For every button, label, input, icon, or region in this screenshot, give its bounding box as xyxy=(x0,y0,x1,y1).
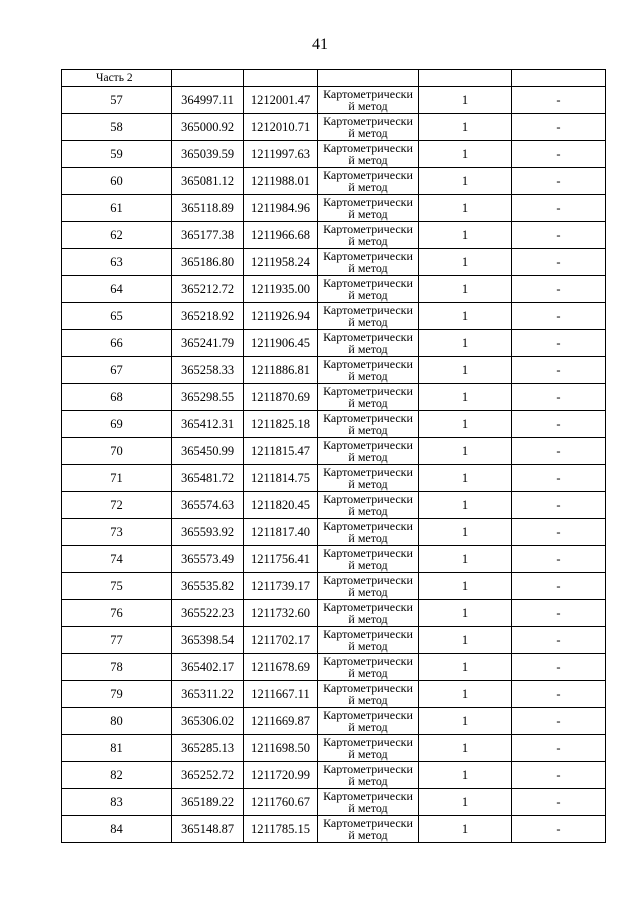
point-number-cell: 82 xyxy=(62,762,172,789)
method-cell xyxy=(318,789,419,816)
point-number-cell: 60 xyxy=(62,168,172,195)
method-cell xyxy=(318,600,419,627)
method-cell xyxy=(318,222,419,249)
table-row xyxy=(62,546,606,573)
table-row xyxy=(62,573,606,600)
method-cell xyxy=(318,735,419,762)
y-coordinate-cell: 1211667.11 xyxy=(244,681,318,708)
x-coordinate-cell: 365186.80 xyxy=(172,249,244,276)
table-body xyxy=(62,70,606,843)
method-text-line: й метод xyxy=(348,585,388,599)
y-coordinate-cell: 1211698.50 xyxy=(244,735,318,762)
accuracy-cell: 1 xyxy=(419,573,512,600)
x-coordinate-cell: 365306.02 xyxy=(172,708,244,735)
y-coordinate-cell: 1211988.01 xyxy=(244,168,318,195)
x-coordinate-cell: 365241.79 xyxy=(172,330,244,357)
table-row xyxy=(62,276,606,303)
method-cell xyxy=(318,330,419,357)
y-coordinate-cell: 1211815.47 xyxy=(244,438,318,465)
method-cell xyxy=(318,465,419,492)
point-number-cell: 77 xyxy=(62,627,172,654)
table-row xyxy=(62,384,606,411)
method-text-line: Картометрически xyxy=(323,411,413,425)
x-coordinate-cell: 365252.72 xyxy=(172,762,244,789)
method-cell xyxy=(318,492,419,519)
accuracy-cell: 1 xyxy=(419,627,512,654)
method-text-line: й метод xyxy=(348,639,388,653)
table-row xyxy=(62,222,606,249)
y-coordinate-cell: 1211906.45 xyxy=(244,330,318,357)
table-row xyxy=(62,195,606,222)
note-cell: - xyxy=(512,357,606,384)
method-text-line: Картометрически xyxy=(323,519,413,533)
note-cell: - xyxy=(512,384,606,411)
table-row xyxy=(62,789,606,816)
point-number-cell: 63 xyxy=(62,249,172,276)
point-number-cell: 68 xyxy=(62,384,172,411)
method-text-line: й метод xyxy=(348,774,388,788)
method-text-line: й метод xyxy=(348,720,388,734)
point-number-cell: 84 xyxy=(62,816,172,843)
x-coordinate-cell: 365212.72 xyxy=(172,276,244,303)
y-coordinate-cell: 1211702.17 xyxy=(244,627,318,654)
point-number-cell: 65 xyxy=(62,303,172,330)
table-row xyxy=(62,519,606,546)
method-text-line: Картометрически xyxy=(323,492,413,506)
method-text-line: й метод xyxy=(348,207,388,221)
method-text-line: й метод xyxy=(348,288,388,302)
x-coordinate-cell: 364997.11 xyxy=(172,87,244,114)
note-cell: - xyxy=(512,303,606,330)
accuracy-cell: 1 xyxy=(419,600,512,627)
accuracy-cell: 1 xyxy=(419,141,512,168)
method-text-line: Картометрически xyxy=(323,789,413,803)
x-coordinate-cell: 365402.17 xyxy=(172,654,244,681)
method-cell xyxy=(318,546,419,573)
method-text-line: й метод xyxy=(348,693,388,707)
y-coordinate-cell: 1211785.15 xyxy=(244,816,318,843)
method-cell xyxy=(318,114,419,141)
accuracy-cell: 1 xyxy=(419,735,512,762)
method-cell xyxy=(318,357,419,384)
header-cell-empty xyxy=(419,70,512,87)
method-text-line: й метод xyxy=(348,99,388,113)
point-number-cell: 80 xyxy=(62,708,172,735)
method-cell xyxy=(318,816,419,843)
accuracy-cell: 1 xyxy=(419,330,512,357)
x-coordinate-cell: 365398.54 xyxy=(172,627,244,654)
y-coordinate-cell: 1211886.81 xyxy=(244,357,318,384)
accuracy-cell: 1 xyxy=(419,654,512,681)
accuracy-cell: 1 xyxy=(419,519,512,546)
x-coordinate-cell: 365450.99 xyxy=(172,438,244,465)
method-cell xyxy=(318,411,419,438)
method-cell xyxy=(318,654,419,681)
note-cell: - xyxy=(512,573,606,600)
accuracy-cell: 1 xyxy=(419,681,512,708)
accuracy-cell: 1 xyxy=(419,789,512,816)
y-coordinate-cell: 1211678.69 xyxy=(244,654,318,681)
table-row xyxy=(62,411,606,438)
table-row xyxy=(62,654,606,681)
note-cell: - xyxy=(512,789,606,816)
point-number-cell: 57 xyxy=(62,87,172,114)
method-cell xyxy=(318,384,419,411)
note-cell: - xyxy=(512,708,606,735)
y-coordinate-cell: 1211958.24 xyxy=(244,249,318,276)
method-cell xyxy=(318,195,419,222)
accuracy-cell: 1 xyxy=(419,546,512,573)
method-text-line: й метод xyxy=(348,612,388,626)
table-row xyxy=(62,357,606,384)
table-row xyxy=(62,303,606,330)
accuracy-cell: 1 xyxy=(419,249,512,276)
method-text-line: Картометрически xyxy=(323,735,413,749)
point-number-cell: 64 xyxy=(62,276,172,303)
y-coordinate-cell: 1211739.17 xyxy=(244,573,318,600)
y-coordinate-cell: 1211814.75 xyxy=(244,465,318,492)
accuracy-cell: 1 xyxy=(419,492,512,519)
note-cell: - xyxy=(512,492,606,519)
method-cell xyxy=(318,519,419,546)
method-text-line: Картометрически xyxy=(323,357,413,371)
y-coordinate-cell: 1211669.87 xyxy=(244,708,318,735)
method-text-line: Картометрически xyxy=(323,573,413,587)
method-text-line: й метод xyxy=(348,180,388,194)
method-text-line: й метод xyxy=(348,477,388,491)
table-row xyxy=(62,168,606,195)
method-cell xyxy=(318,681,419,708)
point-number-cell: 62 xyxy=(62,222,172,249)
method-text-line: й метод xyxy=(348,828,388,842)
y-coordinate-cell: 1211825.18 xyxy=(244,411,318,438)
point-number-cell: 74 xyxy=(62,546,172,573)
method-cell xyxy=(318,276,419,303)
method-text-line: й метод xyxy=(348,801,388,815)
table-row xyxy=(62,762,606,789)
x-coordinate-cell: 365000.92 xyxy=(172,114,244,141)
point-number-cell: 59 xyxy=(62,141,172,168)
x-coordinate-cell: 365039.59 xyxy=(172,141,244,168)
method-text-line: Картометрически xyxy=(323,465,413,479)
method-text-line: Картометрически xyxy=(323,654,413,668)
note-cell: - xyxy=(512,681,606,708)
accuracy-cell: 1 xyxy=(419,438,512,465)
header-cell-empty xyxy=(172,70,244,87)
point-number-cell: 75 xyxy=(62,573,172,600)
header-cell-empty xyxy=(318,70,419,87)
point-number-cell: 78 xyxy=(62,654,172,681)
accuracy-cell: 1 xyxy=(419,168,512,195)
page-number: 41 xyxy=(312,36,328,53)
method-text-line: Картометрически xyxy=(323,87,413,101)
point-number-cell: 81 xyxy=(62,735,172,762)
table-row xyxy=(62,114,606,141)
table-row xyxy=(62,600,606,627)
method-text-line: й метод xyxy=(348,396,388,410)
method-cell xyxy=(318,168,419,195)
header-cell-empty xyxy=(512,70,606,87)
table-row xyxy=(62,87,606,114)
note-cell: - xyxy=(512,411,606,438)
method-text-line: й метод xyxy=(348,153,388,167)
method-text-line: Картометрически xyxy=(323,168,413,182)
method-text-line: Картометрически xyxy=(323,141,413,155)
method-cell xyxy=(318,708,419,735)
method-text-line: Картометрически xyxy=(323,384,413,398)
x-coordinate-cell: 365535.82 xyxy=(172,573,244,600)
x-coordinate-cell: 365412.31 xyxy=(172,411,244,438)
x-coordinate-cell: 365593.92 xyxy=(172,519,244,546)
method-text-line: Картометрически xyxy=(323,600,413,614)
point-number-cell: 70 xyxy=(62,438,172,465)
method-text-line: й метод xyxy=(348,531,388,545)
note-cell: - xyxy=(512,141,606,168)
note-cell: - xyxy=(512,519,606,546)
note-cell: - xyxy=(512,438,606,465)
note-cell: - xyxy=(512,114,606,141)
point-number-cell: 58 xyxy=(62,114,172,141)
header-cell-empty xyxy=(244,70,318,87)
method-cell xyxy=(318,303,419,330)
point-number-cell: 83 xyxy=(62,789,172,816)
method-text-line: Картометрически xyxy=(323,249,413,263)
accuracy-cell: 1 xyxy=(419,762,512,789)
x-coordinate-cell: 365573.49 xyxy=(172,546,244,573)
method-text-line: й метод xyxy=(348,261,388,275)
x-coordinate-cell: 365258.33 xyxy=(172,357,244,384)
note-cell: - xyxy=(512,465,606,492)
y-coordinate-cell: 1211732.60 xyxy=(244,600,318,627)
note-cell: - xyxy=(512,330,606,357)
method-text-line: Картометрически xyxy=(323,195,413,209)
note-cell: - xyxy=(512,600,606,627)
note-cell: - xyxy=(512,222,606,249)
part-label: Часть 2 xyxy=(62,70,172,87)
method-text-line: й метод xyxy=(348,666,388,680)
point-number-cell: 66 xyxy=(62,330,172,357)
accuracy-cell: 1 xyxy=(419,276,512,303)
table-row xyxy=(62,735,606,762)
accuracy-cell: 1 xyxy=(419,222,512,249)
method-cell xyxy=(318,627,419,654)
method-text-line: й метод xyxy=(348,126,388,140)
method-text-line: Картометрически xyxy=(323,114,413,128)
method-text-line: й метод xyxy=(348,234,388,248)
accuracy-cell: 1 xyxy=(419,411,512,438)
method-text-line: й метод xyxy=(348,342,388,356)
accuracy-cell: 1 xyxy=(419,708,512,735)
y-coordinate-cell: 1211926.94 xyxy=(244,303,318,330)
method-text-line: й метод xyxy=(348,369,388,383)
accuracy-cell: 1 xyxy=(419,195,512,222)
table-row xyxy=(62,681,606,708)
method-text-line: Картометрически xyxy=(323,222,413,236)
note-cell: - xyxy=(512,168,606,195)
method-text-line: Картометрически xyxy=(323,276,413,290)
point-number-cell: 67 xyxy=(62,357,172,384)
y-coordinate-cell: 1211820.45 xyxy=(244,492,318,519)
accuracy-cell: 1 xyxy=(419,303,512,330)
note-cell: - xyxy=(512,276,606,303)
table-row xyxy=(62,816,606,843)
point-number-cell: 61 xyxy=(62,195,172,222)
note-cell: - xyxy=(512,762,606,789)
y-coordinate-cell: 1211935.00 xyxy=(244,276,318,303)
table-row xyxy=(62,708,606,735)
method-text-line: Картометрически xyxy=(323,681,413,695)
y-coordinate-cell: 1212010.71 xyxy=(244,114,318,141)
method-cell xyxy=(318,438,419,465)
method-text-line: Картометрически xyxy=(323,330,413,344)
y-coordinate-cell: 1212001.47 xyxy=(244,87,318,114)
x-coordinate-cell: 365148.87 xyxy=(172,816,244,843)
y-coordinate-cell: 1211984.96 xyxy=(244,195,318,222)
method-text-line: Картометрически xyxy=(323,546,413,560)
method-cell xyxy=(318,573,419,600)
x-coordinate-cell: 365081.12 xyxy=(172,168,244,195)
method-text-line: Картометрически xyxy=(323,708,413,722)
x-coordinate-cell: 365298.55 xyxy=(172,384,244,411)
method-cell xyxy=(318,249,419,276)
table-row xyxy=(62,249,606,276)
note-cell: - xyxy=(512,195,606,222)
point-number-cell: 72 xyxy=(62,492,172,519)
method-text-line: Картометрически xyxy=(323,762,413,776)
note-cell: - xyxy=(512,735,606,762)
point-number-cell: 79 xyxy=(62,681,172,708)
method-text-line: й метод xyxy=(348,504,388,518)
table-row xyxy=(62,465,606,492)
x-coordinate-cell: 365522.23 xyxy=(172,600,244,627)
method-cell xyxy=(318,762,419,789)
note-cell: - xyxy=(512,249,606,276)
y-coordinate-cell: 1211720.99 xyxy=(244,762,318,789)
x-coordinate-cell: 365189.22 xyxy=(172,789,244,816)
point-number-cell: 76 xyxy=(62,600,172,627)
note-cell: - xyxy=(512,627,606,654)
table-row xyxy=(62,438,606,465)
x-coordinate-cell: 365218.92 xyxy=(172,303,244,330)
y-coordinate-cell: 1211817.40 xyxy=(244,519,318,546)
x-coordinate-cell: 365574.63 xyxy=(172,492,244,519)
accuracy-cell: 1 xyxy=(419,384,512,411)
point-number-cell: 71 xyxy=(62,465,172,492)
note-cell: - xyxy=(512,816,606,843)
x-coordinate-cell: 365285.13 xyxy=(172,735,244,762)
method-text-line: й метод xyxy=(348,423,388,437)
method-text-line: й метод xyxy=(348,450,388,464)
accuracy-cell: 1 xyxy=(419,114,512,141)
x-coordinate-cell: 365177.38 xyxy=(172,222,244,249)
accuracy-cell: 1 xyxy=(419,357,512,384)
method-text-line: Картометрически xyxy=(323,303,413,317)
method-text-line: Картометрически xyxy=(323,816,413,830)
x-coordinate-cell: 365481.72 xyxy=(172,465,244,492)
y-coordinate-cell: 1211966.68 xyxy=(244,222,318,249)
method-cell xyxy=(318,87,419,114)
point-number-cell: 73 xyxy=(62,519,172,546)
table-row xyxy=(62,330,606,357)
y-coordinate-cell: 1211760.67 xyxy=(244,789,318,816)
x-coordinate-cell: 365311.22 xyxy=(172,681,244,708)
x-coordinate-cell: 365118.89 xyxy=(172,195,244,222)
coordinates-table xyxy=(61,69,606,843)
method-text-line: й метод xyxy=(348,558,388,572)
y-coordinate-cell: 1211756.41 xyxy=(244,546,318,573)
note-cell: - xyxy=(512,546,606,573)
table-row xyxy=(62,492,606,519)
method-text-line: й метод xyxy=(348,747,388,761)
method-text-line: Картометрически xyxy=(323,627,413,641)
method-cell xyxy=(318,141,419,168)
point-number-cell: 69 xyxy=(62,411,172,438)
method-text-line: й метод xyxy=(348,315,388,329)
accuracy-cell: 1 xyxy=(419,87,512,114)
table-row xyxy=(62,141,606,168)
y-coordinate-cell: 1211870.69 xyxy=(244,384,318,411)
accuracy-cell: 1 xyxy=(419,816,512,843)
note-cell: - xyxy=(512,87,606,114)
accuracy-cell: 1 xyxy=(419,465,512,492)
part-header-row xyxy=(62,70,606,87)
table-row xyxy=(62,627,606,654)
method-text-line: Картометрически xyxy=(323,438,413,452)
note-cell: - xyxy=(512,654,606,681)
y-coordinate-cell: 1211997.63 xyxy=(244,141,318,168)
